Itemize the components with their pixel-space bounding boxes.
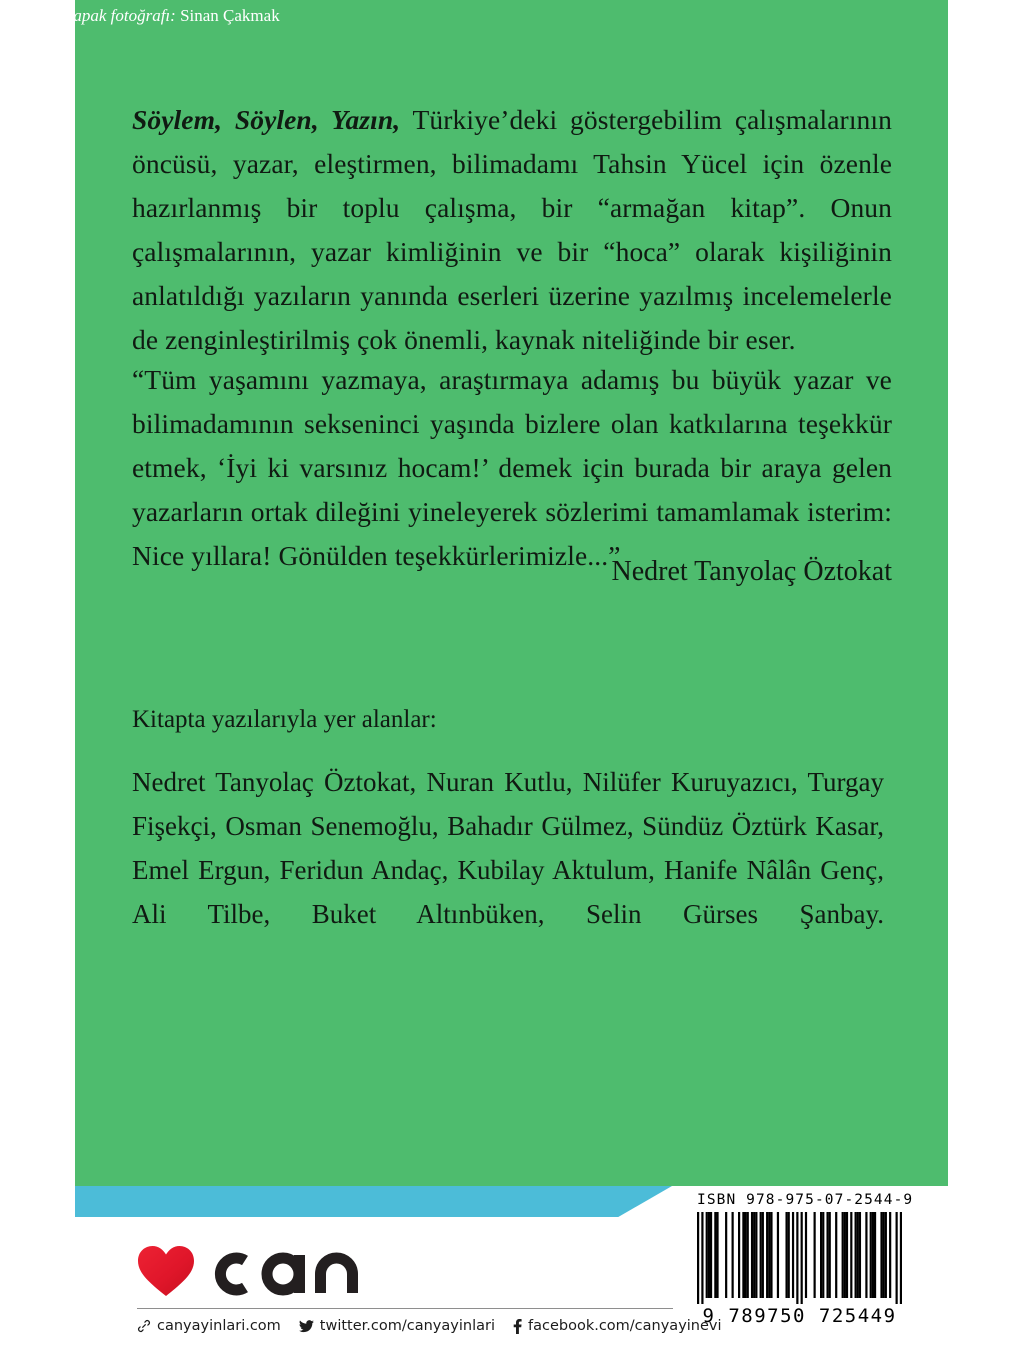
barcode-digits: 9 789750 725449	[702, 1305, 897, 1327]
can-wordmark	[199, 1243, 374, 1299]
heart-icon	[137, 1245, 195, 1297]
website-link[interactable]	[137, 1318, 281, 1334]
social-links-row	[137, 1318, 722, 1334]
contributors-heading: Kitapta yazılarıyla yer alanlar:	[132, 706, 437, 733]
back-cover-panel	[75, 0, 948, 1186]
isbn-number: ISBN 978-975-07-2544-9	[697, 1192, 914, 1208]
isbn-barcode-block	[697, 1192, 914, 1327]
contributors-list: Nedret Tanyolaç Öztokat, Nuran Kutlu, Nilüfer Kuruyazıcı, Turgay Fişekçi, Osman Senemoğlu, Bahadır Gülmez, Sündüz Öztürk Kasar, Emel Ergun, Feridun Andaç, Kubilay Aktulum, Hanife Nâlân Genç, Ali Tilbe, Buket Altınbüken, Selin Gürses Şanbay.	[132, 767, 884, 929]
publisher-block	[137, 1240, 722, 1334]
facebook-link[interactable]	[513, 1318, 722, 1334]
photo-credit	[62, 4, 280, 27]
logo-divider	[137, 1308, 673, 1309]
intro-paragraph-text: Türkiye’deki göstergebilim çalışmalarının öncüsü, yazar, eleştirmen, bilimadamı Tahsin Yücel için özenle hazırlanmış bir toplu çalışma, bir “armağan kitap”. Onun çalışmalarının, yazar kimliğinin ve bir “hoca” olarak kişiliğinin anlatıldığı yazıların yanında eserleri üzerine yazılmış incelemelerle de zenginleştirilmiş çok önemli, kaynak niteliğinde bir eser.	[132, 103, 892, 355]
quote-attribution: Nedret Tanyolaç Öztokat	[611, 556, 892, 587]
photo-credit-value: Sinan Çakmak	[175, 6, 280, 25]
photo-credit-label: Kapak fotoğrafı:	[62, 6, 176, 25]
twitter-link[interactable]	[299, 1318, 495, 1334]
book-title: Söylem, Söylen, Yazın,	[132, 103, 401, 135]
website-link-label: canyayinlari.com	[157, 1318, 281, 1334]
quote-paragraph: “Tüm yaşamını yazmaya, araştırmaya adamış bu büyük yazar ve bilimadamının sekseninci yaşında bizlere olan katkılarına teşekkür etmek, ‘İyi ki varsınız hocam!’ demek için burada bir araya gelen yazarların ortak dileğini yineleyerek sözlerimi tamamlamak isterim: Nice yıllara! Gönülden teşekkürlerimizle...”	[132, 363, 892, 571]
can-yayinlari-logo	[137, 1240, 677, 1302]
twitter-link-label: twitter.com/canyayinlari	[319, 1318, 495, 1334]
facebook-icon	[513, 1319, 522, 1334]
barcode-bars	[697, 1212, 902, 1304]
photo-credit-band	[75, 1186, 672, 1217]
intro-paragraph	[132, 98, 892, 362]
twitter-icon	[299, 1320, 314, 1333]
link-icon	[137, 1319, 151, 1333]
facebook-link-label: facebook.com/canyayinevi	[527, 1318, 722, 1334]
